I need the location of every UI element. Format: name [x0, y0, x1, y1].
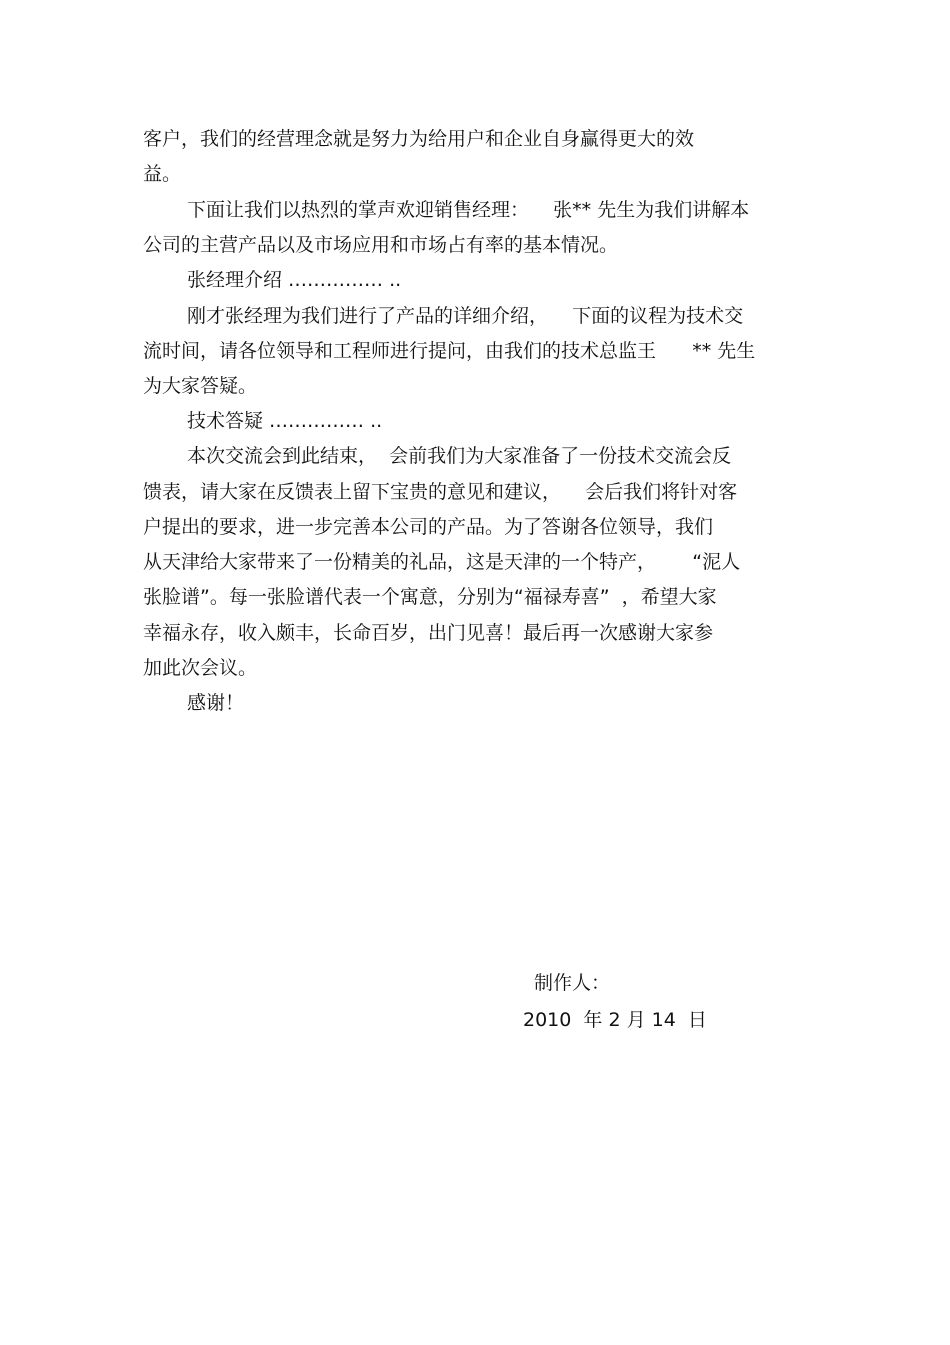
- text-line: 客户，我们的经营理念就是努力为给用户和企业自身赢得更大的效: [143, 128, 695, 150]
- text-line: 加此次会议。: [143, 657, 258, 679]
- text-line: 户提出的要求，进一步完善本公司的产品。为了答谢各位领导，我们: [143, 516, 714, 538]
- text-line: 下面让我们以热烈的掌声欢迎销售经理： 张** 先生为我们讲解本: [187, 199, 750, 221]
- text-line: 馈表，请大家在反馈表上留下宝贵的意见和建议， 会后我们将针对客: [143, 481, 738, 503]
- maker-label: 制作人：: [534, 972, 611, 994]
- text-line: 流时间，请各位领导和工程师进行提问，由我们的技术总监王 ** 先生: [143, 340, 756, 362]
- text-line: 技术答疑 …………… ..: [187, 410, 383, 432]
- text-line: 益。: [143, 163, 182, 185]
- text-line: 幸福永存，收入颇丰，长命百岁，出门见喜！最后再一次感谢大家参: [143, 622, 714, 644]
- text-line: 张经理介绍 …………… ..: [187, 269, 402, 291]
- signature-date: 2010 年 2 月 14 日: [523, 1009, 707, 1031]
- text-line: 本次交流会到此结束， 会前我们为大家准备了一份技术交流会反: [187, 445, 732, 467]
- text-line: 刚才张经理为我们进行了产品的详细介绍， 下面的议程为技术交: [187, 305, 744, 327]
- text-line: 感谢！: [187, 692, 245, 714]
- text-line: 张脸谱”。每一张脸谱代表一个寓意，分别为“福禄寿喜” ，希望大家: [143, 586, 717, 608]
- text-line: 从天津给大家带来了一份精美的礼品，这是天津的一个特产， “泥人: [143, 551, 741, 573]
- text-line: 为大家答疑。: [143, 375, 258, 397]
- text-line: 公司的主营产品以及市场应用和市场占有率的基本情况。: [143, 234, 619, 256]
